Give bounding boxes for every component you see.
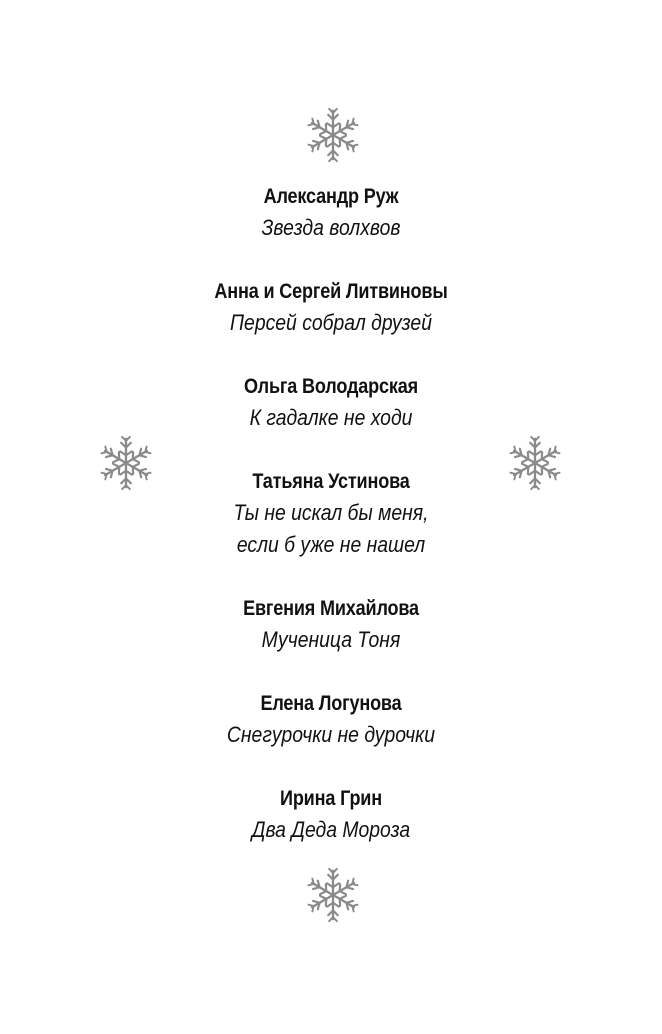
entry-title-line-1: Ты не искал бы меня, bbox=[233, 500, 429, 525]
entry-author: Анна и Сергей Литвиновы bbox=[214, 280, 448, 303]
entry-title: Звезда волхвов bbox=[261, 215, 401, 240]
contents-entry bbox=[0, 372, 662, 434]
contents-entry bbox=[0, 784, 662, 846]
contents-entry bbox=[0, 467, 662, 561]
contents-entry bbox=[0, 182, 662, 244]
contents-entry bbox=[0, 277, 662, 339]
entry-author: Ирина Грин bbox=[280, 787, 382, 810]
entry-title: К гадалке не ходи bbox=[249, 405, 413, 430]
entry-title: Персей собрал друзей bbox=[230, 310, 432, 335]
entry-title: Снегурочки не дурочки bbox=[226, 722, 436, 747]
entry-author: Евгения Михайлова bbox=[243, 597, 419, 620]
contents-entry bbox=[0, 689, 662, 751]
entry-title: Два Деда Мороза bbox=[251, 817, 411, 842]
snowflake-icon bbox=[304, 106, 362, 164]
entry-title-line-2: если б уже не нашел bbox=[236, 532, 426, 557]
entry-author: Елена Логунова bbox=[260, 692, 402, 715]
entry-author: Татьяна Устинова bbox=[252, 470, 410, 493]
contents-entry bbox=[0, 594, 662, 656]
entry-title: Мученица Тоня bbox=[261, 627, 401, 652]
entry-author: Ольга Володарская bbox=[244, 375, 418, 398]
entry-author: Александр Руж bbox=[263, 185, 399, 208]
table-of-contents bbox=[0, 182, 662, 879]
